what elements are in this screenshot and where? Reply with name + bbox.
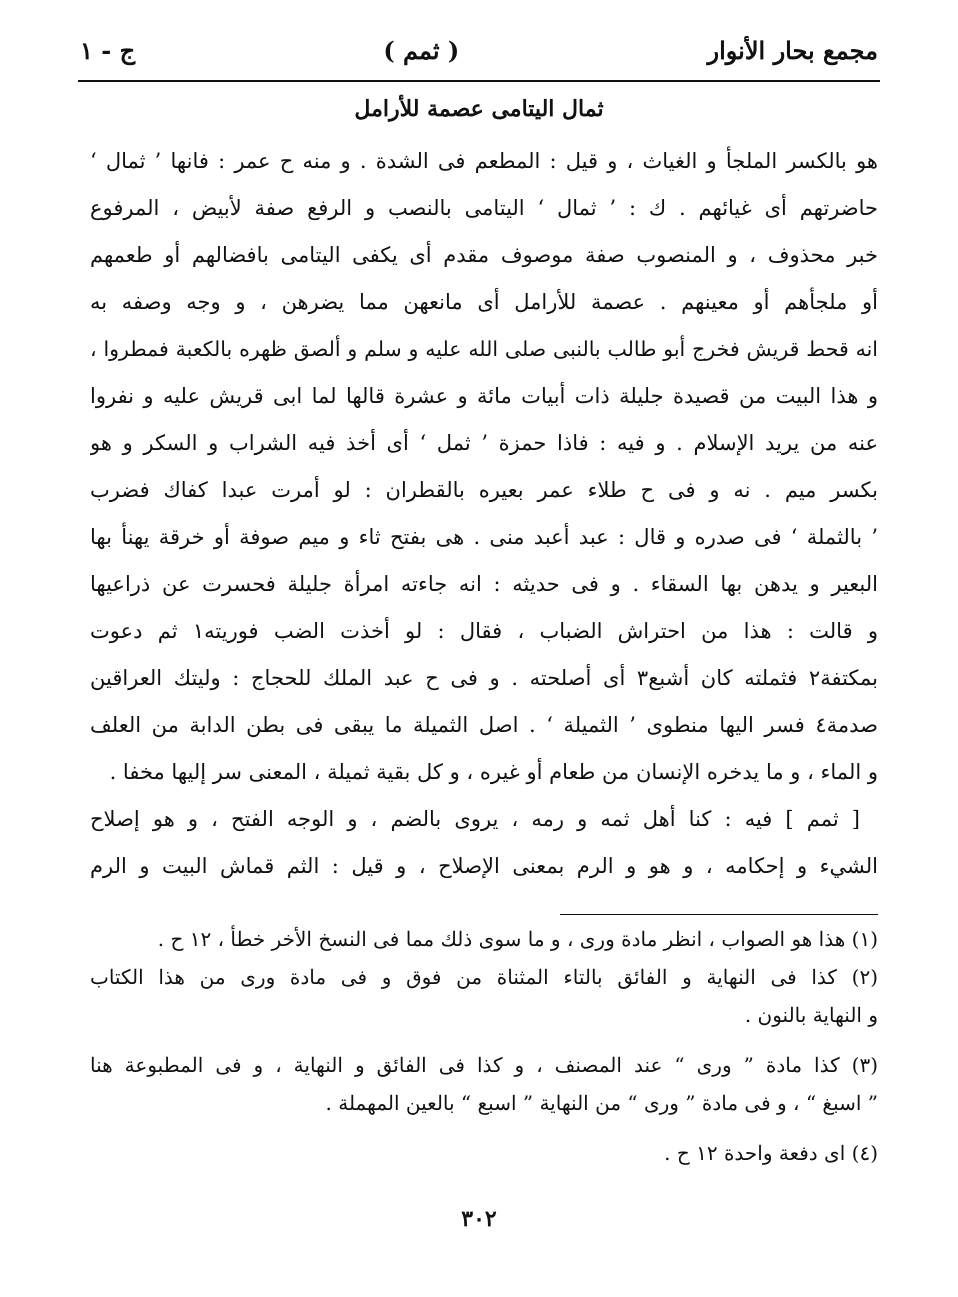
footnote: و النهاية بالنون .	[744, 1003, 878, 1027]
page-number: ٣٠٢	[461, 1206, 497, 1232]
footnote: (٢) كذا فى النهاية و الفائق بالتاء المثناة من فوق و فى مادة ورى من هذا الكتاب	[90, 965, 878, 989]
footnote: (١) هذا هو الصواب ، انظر مادة ورى ، و ما سوى ذلك مما فى النسخ الأخر خطأ ، ١٢ ح .	[157, 927, 878, 951]
body-line: و الماء ، و ما يدخره الإنسان من طعام أو غيره ، و كل بقية ثميلة ، المعنى سر إليها مخفا .	[109, 760, 878, 784]
section-line: الشيء و إحكامه ، و هو و الرم بمعنى الإصلاح ، و قيل : الثم قماش البيت و الرم	[90, 854, 878, 878]
body-line: بكسر ميم . نه و فى ح طلاء عمر بعيره بالقطران : لو أمرت عبدا كفاك فضرب	[90, 478, 878, 502]
footnote-rule	[560, 914, 878, 915]
entry-title: ثمال اليتامى عصمة للأرامل	[354, 96, 604, 122]
footnotes	[90, 920, 878, 1172]
body-line: هو بالكسر الملجأ و الغياث ، و قيل : المطعم فى الشدة . و منه ح عمر : فانها ’ ثمال ‘	[90, 149, 878, 173]
section-line: [ ثمم ] فيه : كنا أهل ثمه و رمه ، يروى بالضم ، و الوجه الفتح ، و هو إصلاح	[90, 807, 860, 831]
body-line: حاضرتهم أى غيائهم . ك : ’ ثمال ‘ اليتامى بالنصب و الرفع صفة لأبيض ، المرفوع	[90, 196, 878, 220]
body-line: عنه من يريد الإسلام . و فيه : فاذا حمزة ’ ثمل ‘ أى أخذ فيه الشراب و السكر و هو	[90, 431, 878, 455]
main-text	[90, 138, 878, 890]
footnote: ” اسبغ “ ، و فى مادة ” ورى “ من النهاية ” اسبع “ بالعين المهملة .	[325, 1091, 878, 1115]
body-line: انه قحط قريش فخرج أبو طالب بالنبى صلى الله عليه و سلم و ألصق ظهره بالكعبة فمطروا ،	[90, 337, 878, 361]
body-line: و قالت : هذا من احتراش الضباب ، فقال : لو أخذت الضب فوريته١ ثم دعوت	[90, 619, 878, 643]
header-entry-root: ( ثمم )	[383, 35, 460, 65]
body-line: خبر محذوف ، و المنصوب صفة موصوف مقدم أى يكفى اليتامى بافضالهم أو طعمهم	[90, 243, 878, 267]
header-volume: ج - ١	[80, 35, 136, 65]
body-line: بمكتفة٢ فثملته كان أشبع٣ أى أصلحته . و فى ح عبد الملك للحجاج : وليتك العراقين	[90, 666, 878, 690]
header-rule	[78, 80, 880, 82]
body-line: البعير و يدهن بها السقاء . و فى حديثه : انه جاءته امرأة جليلة فحسرت عن ذراعيها	[90, 572, 878, 596]
running-header	[80, 28, 878, 72]
body-line: ’ بالثملة ‘ فى صدره و قال : عبد أعبد منى . هى بفتح ثاء و ميم صوفة أو خرقة يهنأ بها	[90, 525, 878, 549]
header-book-title: مجمع بحار الأنوار	[707, 35, 878, 65]
body-line: أو ملجأهم أو معينهم . عصمة للأرامل أى مانعهن مما يضرهن ، و وجه وصفه به	[90, 290, 878, 314]
body-line: و هذا البيت من قصيدة جليلة ذات أبيات مائة و عشرة قالها لما ابى قريش عليه و نفروا	[90, 384, 878, 408]
footnote: (٤) اى دفعة واحدة ١٢ ح .	[664, 1141, 878, 1165]
footnote: (٣) كذا مادة ” ورى “ عند المصنف ، و كذا فى الفائق و النهاية ، و فى المطبوعة هنا	[90, 1053, 878, 1077]
body-line: صدمة٤ فسر اليها منطوى ’ الثميلة ‘ . اصل الثميلة ما يبقى فى بطن الدابة من العلف	[90, 713, 878, 737]
